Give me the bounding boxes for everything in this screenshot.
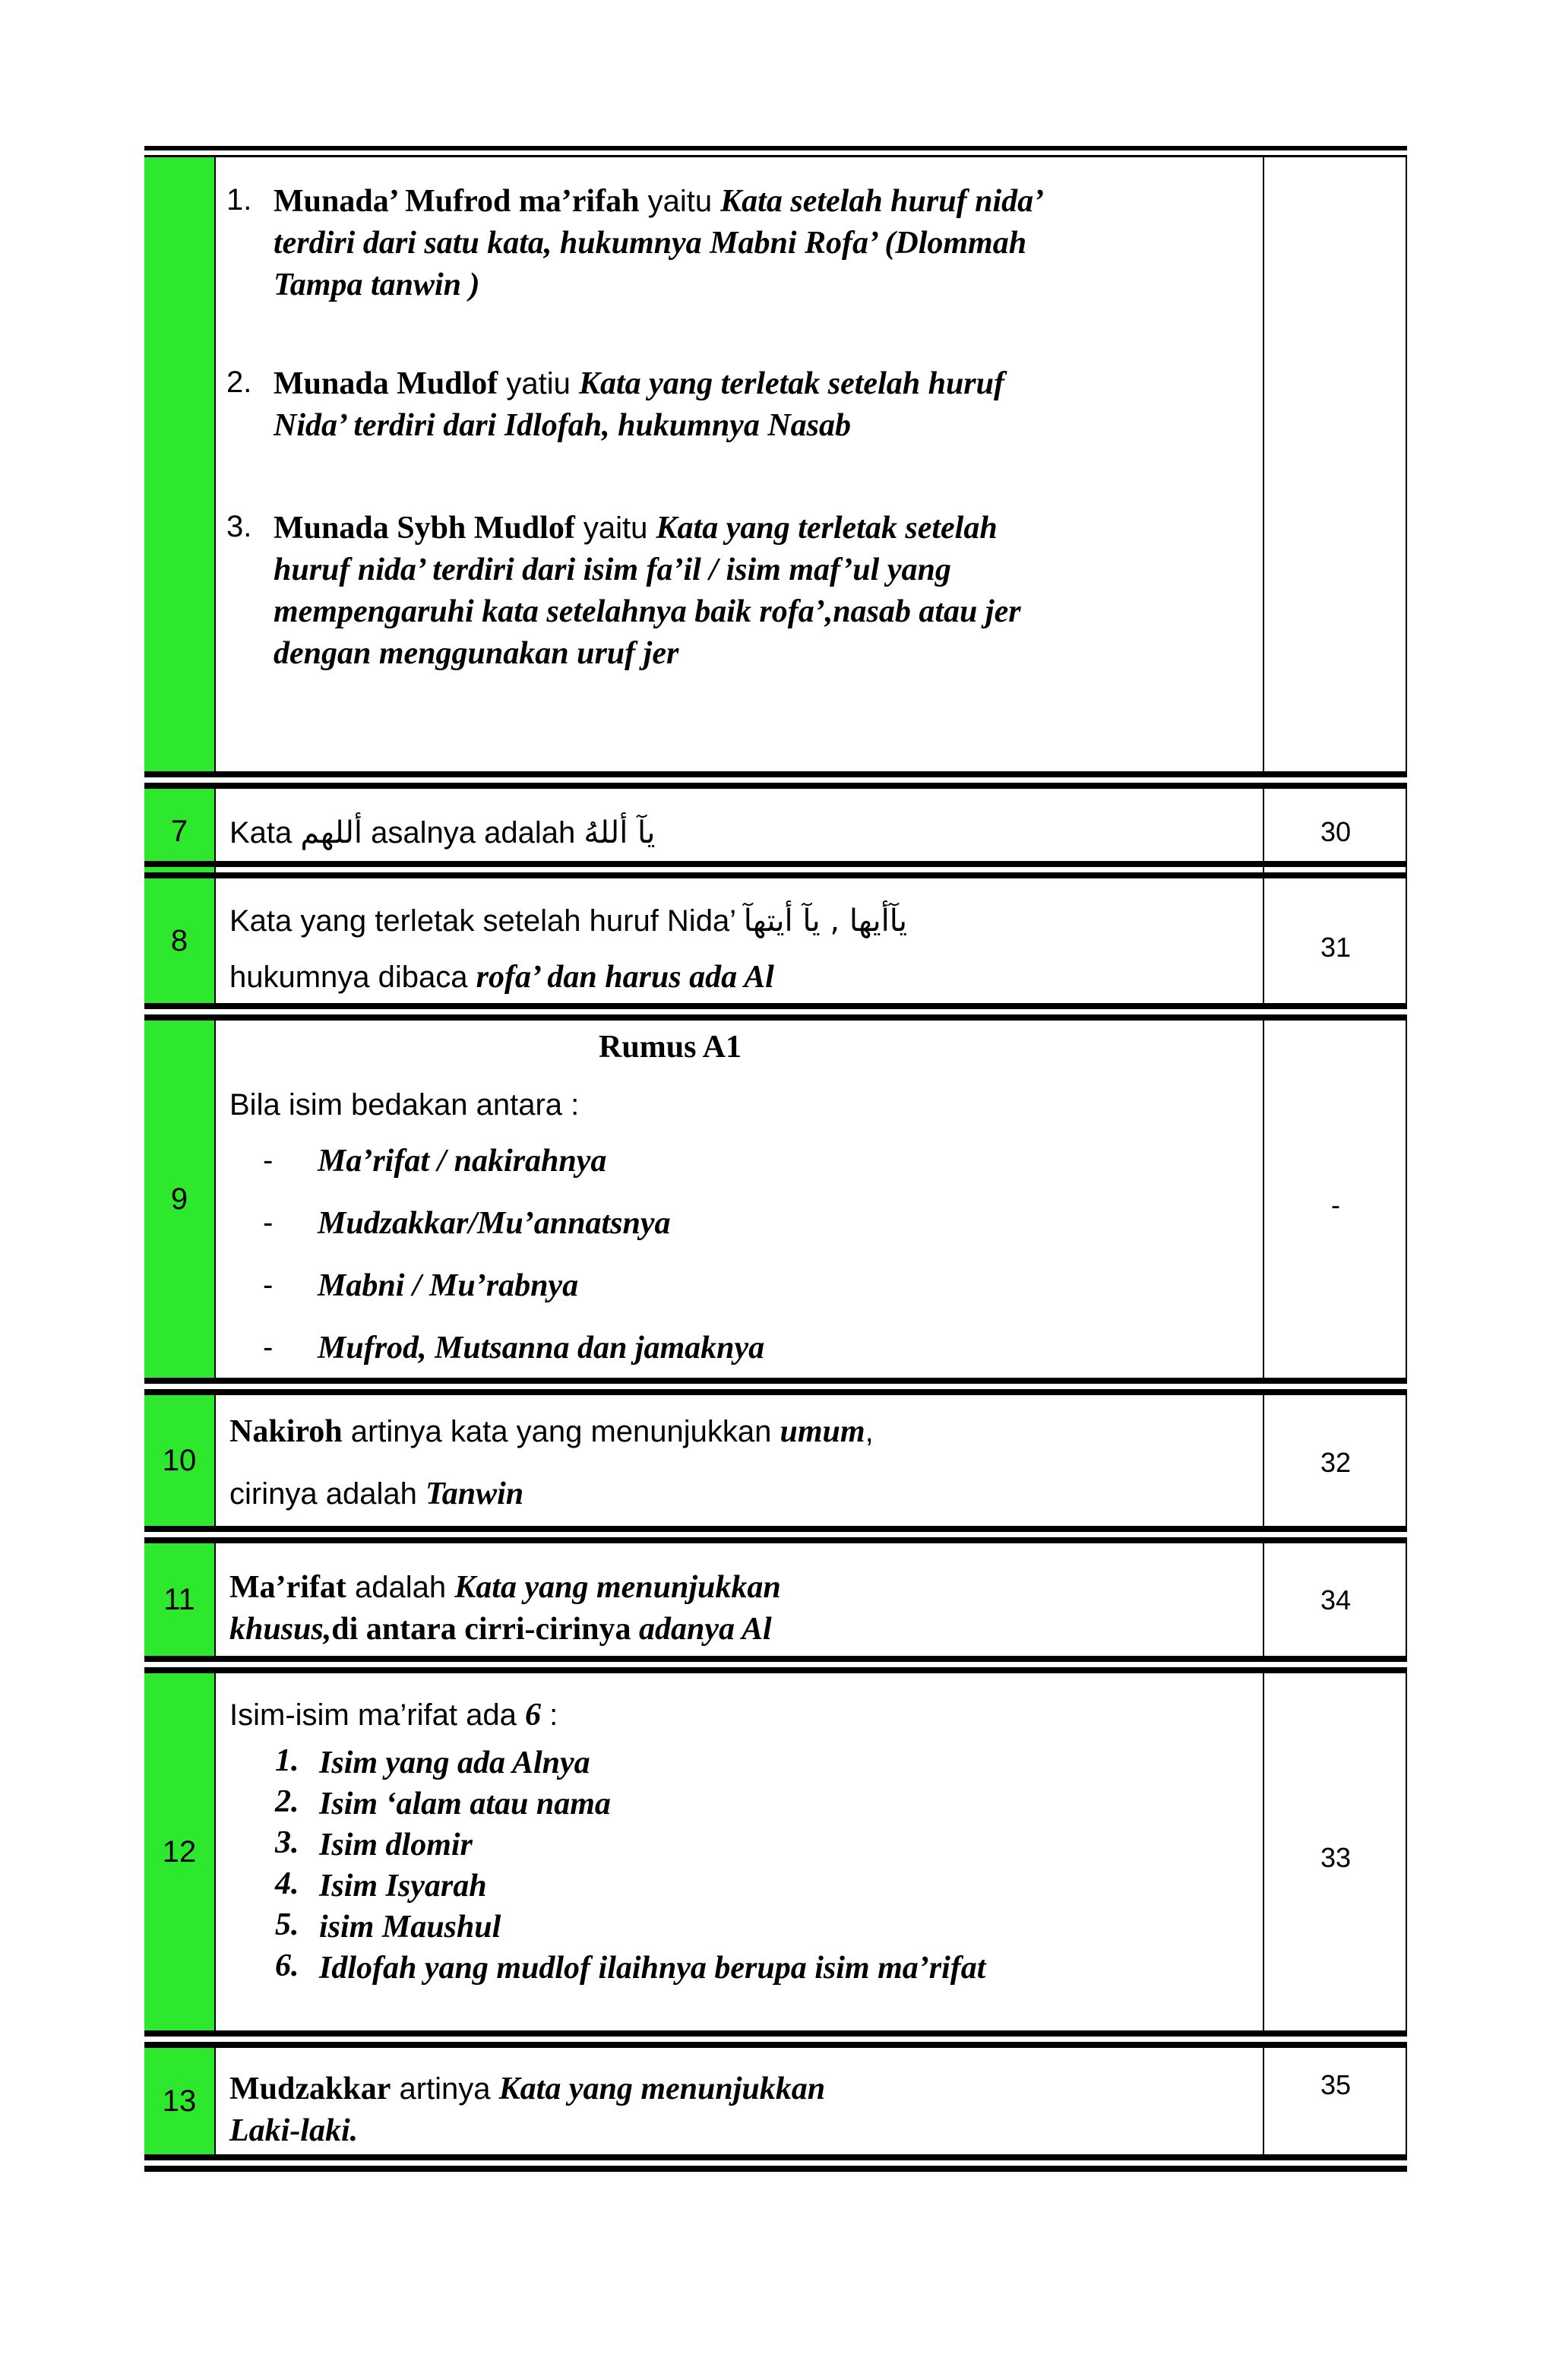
table-row-9 [144, 1021, 1406, 1378]
reference-cell: - [1331, 1189, 1340, 1220]
cell-text: Isim-isim ma’rifat ada 6 : 1. Isim yang ada Alnya 2. Isim ‘alam atau nama 3. Isim dlomir 4. Isim Isyarah 5. isim Maushul 6. Idlofah yang mudlof ilaihnya berupa isim ma’rifat [229, 1695, 1254, 2030]
row-separator [144, 861, 1407, 867]
bullet-list [229, 1141, 1254, 1390]
list-item: 1. Munada’ Mufrod ma’rifah yaitu Kata setelah huruf nida’ terdiri dari satu kata, hukumnya Mabni Rofa’ (Dlommah Tampa tanwin ) [226, 183, 1042, 302]
row-separator [144, 1014, 1407, 1021]
row-separator [144, 2166, 1407, 2172]
reference-cell: 32 [1320, 1447, 1352, 1478]
row-separator [144, 783, 1407, 789]
table-row-13 [144, 2048, 1406, 2154]
cell-heading: Rumus A1 [599, 1030, 742, 1065]
munada-list [226, 180, 1185, 758]
row-number: 8 [144, 878, 214, 1003]
list-item: 3. Munada Sybh Mudlof yaitu Kata yang terletak setelah huruf nida’ terdiri dari isim fa’il / isim maf’ul yang mempengaruhi kata setelahnya baik rofa’,nasab atau jer dengan menggunakan uruf jer [226, 510, 1021, 671]
row-separator [144, 771, 1407, 777]
row-separator [144, 1003, 1407, 1009]
table-row-11 [144, 1543, 1406, 1656]
list-item: - Mabni / Mu’rabnya [263, 1268, 579, 1303]
cell-text: Kata أللهم asalnya adalah يآ أللهُ [229, 815, 656, 850]
list-item: 2. Isim ‘alam atau nama [275, 1784, 611, 1821]
row-separator [144, 1537, 1407, 1543]
reference-cell: 31 [1320, 932, 1352, 963]
row-separator [144, 1667, 1407, 1673]
row-number [144, 157, 214, 771]
cell-text: Ma’rifat adalah Kata yang menunjukkan khusus,di antara cirri-cirinya adanya Al [229, 1570, 781, 1647]
row-number: 13 [144, 2048, 214, 2154]
list-item: - Mudzakkar/Mu’annatsnya [263, 1206, 671, 1241]
list-item: 5. isim Maushul [275, 1907, 501, 1945]
row-separator [144, 1656, 1407, 1662]
list-item: 2. Munada Mudlof yatiu Kata yang terletak setelah huruf Nida’ terdiri dari Idlofah, hukumnya Nasab [226, 366, 1005, 443]
row-separator [144, 872, 1407, 878]
list-item: 6. Idlofah yang mudlof ilaihnya berupa isim ma’rifat [275, 1948, 986, 1986]
reference-cell: 30 [1320, 816, 1352, 847]
list-item: 3. Isim dlomir [275, 1825, 473, 1863]
list-item: 4. Isim Isyarah [275, 1866, 487, 1904]
marifat-list [275, 1742, 1254, 2030]
reference-cell: 33 [1320, 1842, 1352, 1873]
reference-cell: 34 [1320, 1584, 1352, 1616]
row-number: 12 [144, 1673, 214, 2030]
cell-text: Rumus A1 Bila isim bedakan antara : - Ma’rifat / nakirahnya - Mudzakkar/Mu’annatsnya - Mabni / Mu’rabnya - Mufrod, Mutsanna dan jamaknya [229, 1027, 1254, 1390]
row-separator [144, 2030, 1407, 2037]
row-separator [144, 2042, 1407, 2048]
row-number: 11 [144, 1543, 214, 1656]
row-number: 7 [144, 789, 214, 874]
table-row-10 [144, 1395, 1406, 1526]
row-separator [144, 2154, 1407, 2160]
row-separator [144, 1526, 1407, 1532]
cell-text: Nakiroh artinya kata yang menunjukkan umum, cirinya adalah Tanwin [229, 1414, 874, 1511]
list-item: 1. Isim yang ada Alnya [275, 1743, 590, 1780]
reference-cell: 35 [1320, 2069, 1352, 2100]
list-item: - Mufrod, Mutsanna dan jamaknya [263, 1331, 765, 1366]
table-row-12 [144, 1673, 1406, 2030]
table-row-continuation [144, 157, 1406, 771]
row-number: 9 [144, 1021, 214, 1378]
cell-text: Kata yang terletak setelah huruf Nida’ يآأيها , يآ أيتهآ hukumnya dibaca rofa’ dan harus ada Al [229, 904, 908, 995]
row-separator [144, 1378, 1407, 1384]
row-number: 10 [144, 1395, 214, 1526]
table-row-8 [144, 878, 1406, 1003]
list-item: - Ma’rifat / nakirahnya [263, 1144, 607, 1179]
cell-text: Mudzakkar artinya Kata yang menunjukkan Laki-laki. [229, 2071, 826, 2148]
row-separator [144, 1389, 1407, 1395]
row-separator [144, 146, 1407, 150]
